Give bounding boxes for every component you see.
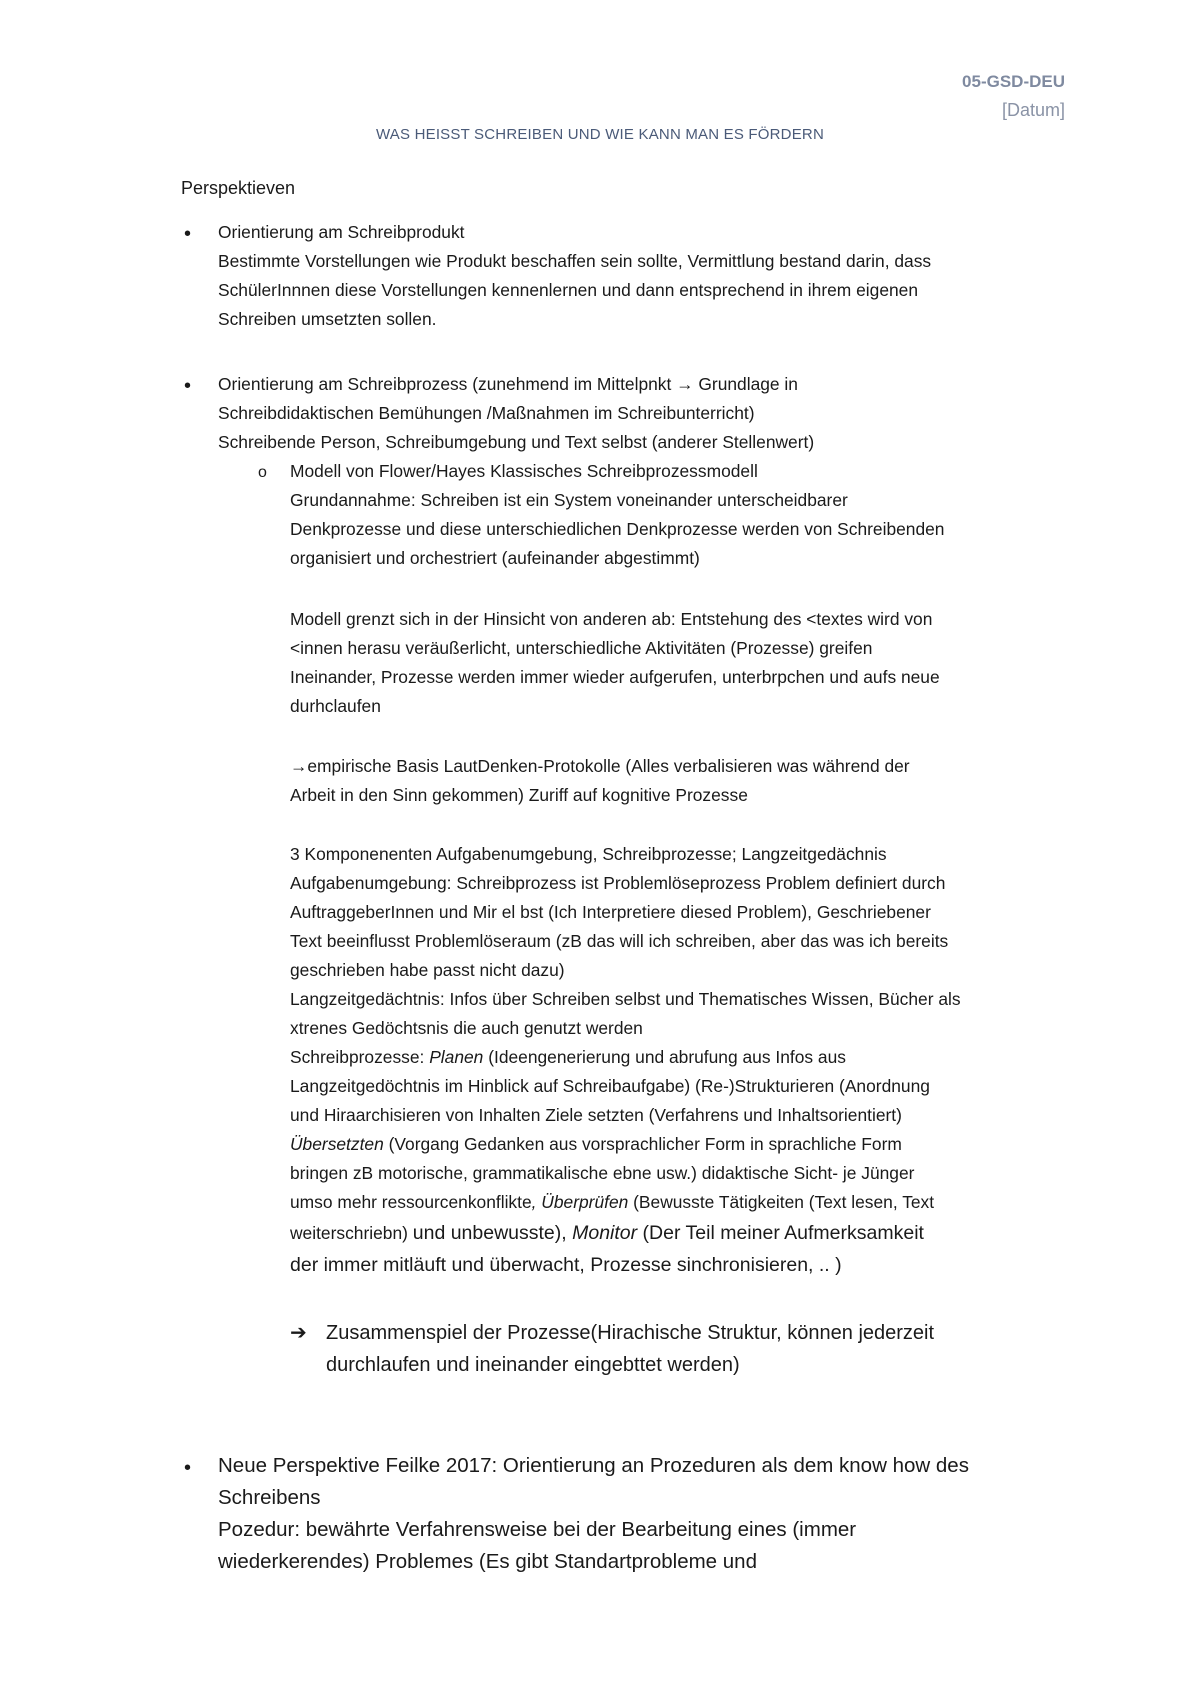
- text-line: Arbeit in den Sinn gekommen) Zuriff auf kognitive Prozesse: [290, 785, 748, 805]
- italic-term-planen: Planen: [429, 1047, 484, 1067]
- text-line: Schreibens: [218, 1486, 321, 1509]
- text-line: Orientierung am Schreibprodukt: [218, 222, 465, 242]
- text-line: Schreibdidaktischen Bemühungen /Maßnahmen im Schreibunterricht): [218, 403, 755, 423]
- text-line: durhclaufen: [290, 696, 381, 716]
- italic-term-ueberpruefen: , Überprüfen: [531, 1192, 629, 1212]
- document-code: 05-GSD-DEU: [962, 72, 1065, 91]
- text-run: (Bewusste Tätigkeiten (Text lesen, Text: [628, 1192, 935, 1212]
- text-line: durchlaufen und ineinander eingebttet werden): [326, 1354, 740, 1376]
- text-line: xtrenes Gedöchtsnis die auch genutzt werden: [290, 1018, 643, 1038]
- document-title: WAS HEISST SCHREIBEN UND WIE KANN MAN ES FÖRDERN: [376, 126, 824, 143]
- text-line: und Hiraarchisieren von Inhalten Ziele setzten (Verfahrens und Inhaltsorientiert): [290, 1105, 902, 1125]
- text-line: Grundannahme: Schreiben ist ein System voneinander unterscheidbarer: [290, 490, 848, 510]
- arrow-bullet-icon: ➔: [290, 1322, 307, 1344]
- text-line: Schreibende Person, Schreibumgebung und Text selbst (anderer Stellenwert): [218, 432, 815, 452]
- list-item-schreibprodukt: [218, 218, 1098, 334]
- text-line: [290, 1043, 1080, 1072]
- text-line: Modell von Flower/Hayes Klassisches Schreibprozessmodell: [290, 461, 758, 481]
- italic-term-uebersetzten: Übersetzten: [290, 1134, 384, 1154]
- text-line: [290, 1217, 1080, 1249]
- text-line: organisiert und orchestriert (aufeinander abgestimmt): [290, 548, 700, 568]
- text-line: Denkprozesse und diese unterschiedlichen Denkprozesse werden von Schreibenden: [290, 519, 945, 539]
- text-line: Schreiben umsetzten sollen.: [218, 309, 437, 329]
- text-line: Bestimmte Vorstellungen wie Produkt beschaffen sein sollte, Vermittlung bestand darin, dass: [218, 251, 932, 271]
- paragraph-komponenten: [290, 840, 1080, 1281]
- text-line: Text beeinflusst Problemlöseraum (zB das will ich schreiben, aber das was ich bereits: [290, 931, 949, 951]
- text-line: der immer mitläuft und überwacht, Prozesse sinchronisieren, .. ): [290, 1254, 842, 1276]
- text-run: umso mehr ressourcenkonflikte: [290, 1192, 532, 1212]
- text-line: wiederkerendes) Problemes (Es gibt Standartprobleme und: [218, 1550, 757, 1573]
- text-line: 3 Komponenenten Aufgabenumgebung, Schreibprozesse; Langzeitgedächnis: [290, 844, 887, 864]
- text-run: (Der Teil meiner Aufmerksamkeit: [637, 1222, 924, 1244]
- text-line: SchülerInnnen diese Vorstellungen kennenlernen und dann entsprechend in ihrem eigenen: [218, 280, 919, 300]
- text-line: Orientierung am Schreibprozess (zunehmend im Mittelpnkt → Grundlage in: [218, 374, 798, 394]
- text-line: Pozedur: bewährte Verfahrensweise bei der Bearbeitung eines (immer: [218, 1518, 857, 1541]
- italic-term-monitor: Monitor: [572, 1222, 638, 1244]
- bullet-icon: •: [184, 375, 192, 397]
- list-item-prozeduren: [218, 1450, 1098, 1578]
- text-line: Langzeitgedöchtnis im Hinblick auf Schreibaufgabe) (Re-)Strukturieren (Anordnung: [290, 1076, 930, 1096]
- text-line: <innen herasu veräußerlicht, unterschiedliche Aktivitäten (Prozesse) greifen: [290, 638, 873, 658]
- text-line: Aufgabenumgebung: Schreibprozess ist Problemlöseprozess Problem definiert durch: [290, 873, 946, 893]
- text-line: Langzeitgedächtnis: Infos über Schreiben selbst und Thematisches Wissen, Bücher als: [290, 989, 961, 1009]
- list-item-schreibprozess: [218, 370, 1098, 457]
- sub-item-flower-hayes: [290, 457, 1080, 573]
- sub-bullet-icon: o: [258, 464, 267, 481]
- text-line: AuftraggeberInnen und Mir el bst (Ich Interpretiere diesed Problem), Geschriebener: [290, 902, 931, 922]
- text-line: Neue Perspektive Feilke 2017: Orientierung an Prozeduren als dem know how des: [218, 1454, 969, 1477]
- date-placeholder[interactable]: [Datum]: [1001, 100, 1065, 120]
- text-line: Modell grenzt sich in der Hinsicht von anderen ab: Entstehung des <textes wird von: [290, 609, 933, 629]
- text-line: Ineinander, Prozesse werden immer wieder aufgerufen, unterbrpchen und aufs neue: [290, 667, 940, 687]
- bullet-icon: •: [184, 1457, 192, 1479]
- paragraph-modell-abgrenzung: [290, 605, 1080, 721]
- text-run: Schreibprozesse:: [290, 1047, 430, 1067]
- bullet-icon: •: [184, 223, 192, 245]
- arrow-item-zusammenspiel: [326, 1317, 1086, 1381]
- text-run: (Vorgang Gedanken aus vorsprachlicher Form in sprachliche Form: [383, 1134, 902, 1154]
- text-line: [290, 1188, 1080, 1217]
- text-line: →empirische Basis LautDenken-Protokolle (Alles verbalisieren was während der: [290, 756, 910, 776]
- text-line: bringen zB motorische, grammatikalische ebne usw.) didaktische Sicht- je Jünger: [290, 1163, 915, 1183]
- text-run: und unbewusste),: [412, 1222, 573, 1244]
- text-run: (Ideengenerierung und abrufung aus Infos aus: [483, 1047, 846, 1067]
- section-heading: Perspektieven: [181, 178, 296, 198]
- paragraph-empirische-basis: [290, 752, 1080, 810]
- text-line: geschrieben habe passt nicht dazu): [290, 960, 565, 980]
- text-run: weiterschriebn): [290, 1223, 413, 1243]
- text-line: Zusammenspiel der Prozesse(Hirachische Struktur, können jederzeit: [326, 1322, 935, 1344]
- text-line: [290, 1130, 1080, 1159]
